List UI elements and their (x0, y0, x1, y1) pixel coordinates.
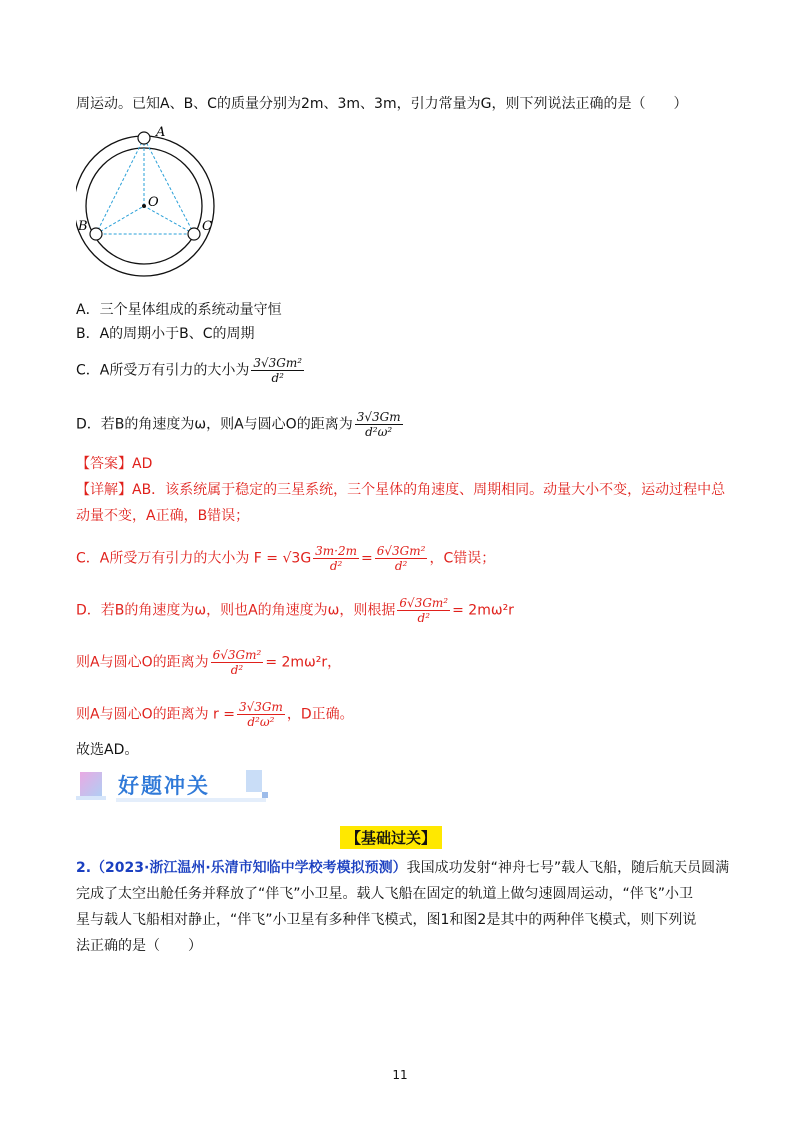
explanation-d: D．若B的角速度为ω，则也A的角速度为ω，则根据 $\frac{\text{6√3Gm²}}{\text{d²}}$ = 2mω²r (76, 596, 514, 625)
explanation-line-1: 【详解】AB．该系统属于稳定的三星系统，三个星体的角速度、周期相同。动量大小不变，运动过程中总 (76, 482, 726, 498)
star-a (138, 132, 150, 144)
question2-line-2: 完成了太空出舱任务并释放了“伴飞”小卫星。载人飞船在固定的轨道上做匀速圆周运动，“伴飞”小卫 (76, 886, 694, 902)
label-c: C (202, 219, 212, 234)
question2-source: 2.（2023·浙江温州·乐清市知临中学校考模拟预测） (76, 860, 407, 876)
explanation-e: 则A与圆心O的距离为 $\frac{\text{6√3Gm²}}{\text{d²}}$ = 2mω²r， (76, 648, 342, 677)
center-point (142, 204, 146, 208)
option-a: A．三个星体组成的系统动量守恒 (76, 302, 282, 318)
conclusion: 故选AD。 (76, 742, 139, 758)
banner-title: 好题冲关 (118, 774, 210, 798)
page-number: 11 (392, 1068, 408, 1082)
explanation-line-2: 动量不变，A正确，B错误； (76, 508, 250, 524)
section-title: 【基础过关】 (340, 826, 442, 849)
option-d: D．若B的角速度为ω，则A与圆心O的距离为 $\frac{3√3Gm}{\text{d²ω²}}$ (76, 410, 401, 439)
question2-line-1: 2.（2023·浙江温州·乐清市知临中学校考模拟预测）我国成功发射“神舟七号”载人飞船，随后航天员圆满 (76, 860, 730, 876)
triangle-dashed (96, 138, 194, 234)
question1-stem: 周运动。已知A、B、C的质量分别为2m、3m、3m，引力常量为G，则下列说法正确的是（ ） (76, 96, 688, 112)
question2-line-3: 星与载人飞船相对静止，“伴飞”小卫星有多种伴飞模式，图1和图2是其中的两种伴飞模式，则下列说 (76, 912, 697, 928)
star-c (188, 228, 200, 240)
explanation-c: C．A所受万有引力的大小为 F = √3G $\frac{3m\cdot 2m}{\text{d²}}$ = $\frac{\text{6√3Gm²}}{\text{d²}}$ ，C错误； (76, 544, 496, 573)
three-star-orbit-diagram (76, 124, 226, 286)
explanation-f: 则A与圆心O的距离为 r = $\frac{3√3Gm}{\text{d²ω²}}$ ，D正确。 (76, 700, 354, 729)
answer: 【答案】AD (76, 456, 153, 472)
star-b (90, 228, 102, 240)
question2-line-4: 法正确的是（ ） (76, 938, 202, 954)
option-b: B．A的周期小于B、C的周期 (76, 326, 255, 342)
label-a: A (156, 125, 166, 140)
option-c: C．A所受万有引力的大小为 $\frac{\text{3√3Gm²}}{\text{d²}}$ (76, 356, 303, 385)
label-o: O (148, 195, 159, 210)
label-b: B (78, 219, 88, 234)
section-banner (76, 768, 276, 804)
